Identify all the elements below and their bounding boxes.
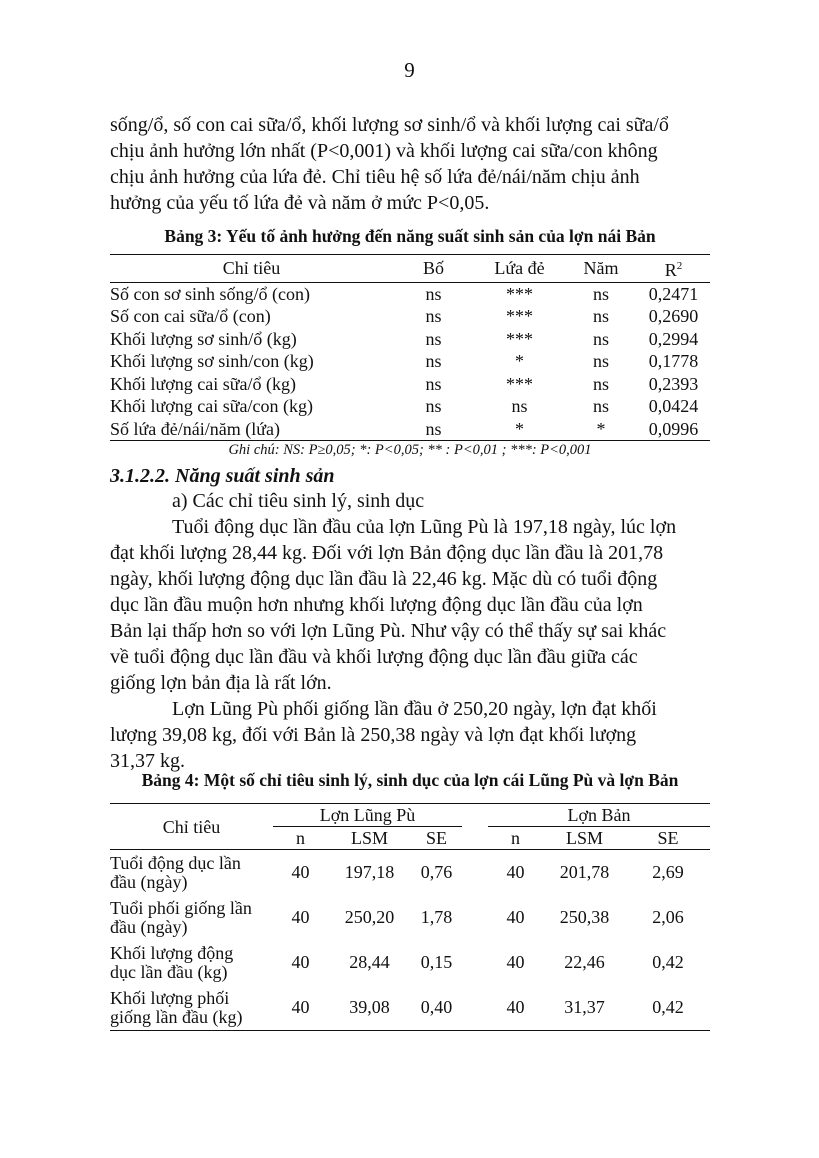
table4-se2: 0,42 bbox=[626, 985, 710, 1031]
table3-header-r2 bbox=[637, 255, 710, 283]
paragraph-2-line: về tuổi động dục lần đầu và khối lượng động dục lần đầu giữa các bbox=[110, 646, 638, 668]
table3-r2: 0,2393 bbox=[648, 373, 699, 394]
table4-se1: 0,76 bbox=[420, 862, 453, 882]
intro-line bbox=[110, 112, 710, 138]
table3-year: ns bbox=[592, 373, 609, 394]
table4-indicator bbox=[110, 985, 273, 1031]
indicator-line-1: Khối lượng động bbox=[110, 942, 234, 963]
table3-parity: *** bbox=[506, 373, 533, 394]
paragraph-2-line: Tuổi động dục lần đầu của lợn Lũng Pù là 197,18 ngày, lúc lợn bbox=[172, 516, 677, 538]
indicator-line-2: đầu (ngày) bbox=[110, 916, 188, 937]
table4-se1: 0,15 bbox=[420, 952, 453, 972]
table3-header-parity: Lứa đẻ bbox=[474, 255, 565, 283]
table4-n2: 40 bbox=[506, 907, 525, 927]
table4-lsm1: 28,44 bbox=[349, 952, 390, 972]
table3-caption: Bảng 3: Yếu tố ảnh hưởng đến năng suất sinh sản của lợn nái Bản bbox=[164, 226, 656, 246]
table3-year: ns bbox=[592, 283, 609, 304]
table3-sire: ns bbox=[425, 283, 442, 304]
table3-indicator: Khối lượng cai sữa/ổ (kg) bbox=[110, 373, 296, 394]
table4-n1: 40 bbox=[273, 985, 328, 1031]
indicator-line-2: dục lần đầu (kg) bbox=[110, 961, 228, 982]
table4-lsm1: 250,20 bbox=[344, 907, 395, 927]
paragraph-2 bbox=[110, 514, 710, 696]
r2-base: R bbox=[664, 260, 677, 280]
table4-indicator bbox=[110, 895, 273, 940]
table4-n1: 40 bbox=[291, 952, 310, 972]
table4-se2: 2,69 bbox=[652, 862, 684, 882]
table4-lsm1: 39,08 bbox=[328, 985, 411, 1031]
table4-gap bbox=[462, 940, 488, 985]
table4-se1: 0,40 bbox=[411, 985, 462, 1031]
table4-subheader-gap bbox=[462, 827, 488, 850]
table3-parity: * bbox=[474, 418, 565, 441]
table4-header-indicator: Chỉ tiêu bbox=[110, 804, 273, 850]
table3-header-row bbox=[110, 255, 710, 283]
paragraph-2-line: dục lần đầu muộn hơn nhưng khối lượng động dục lần đầu của lợn bbox=[110, 594, 643, 616]
paragraph-3-line: lượng 39,08 kg, đối với Bản là 250,38 ngày và lợn đạt khối lượng bbox=[110, 724, 637, 746]
table4-indicator bbox=[110, 940, 273, 985]
section-block bbox=[110, 465, 710, 774]
table3-sire: ns bbox=[393, 418, 474, 441]
indicator-line-2: giống lần đầu (kg) bbox=[110, 1006, 243, 1027]
table-row bbox=[110, 328, 710, 351]
r2-superscript: 2 bbox=[676, 260, 683, 272]
table-row bbox=[110, 985, 710, 1031]
table3-parity: *** bbox=[506, 306, 533, 326]
table4-header-group2: Lợn Bản bbox=[488, 804, 710, 827]
table4-gap bbox=[462, 895, 488, 940]
table3-note: Ghi chú: NS: P≥0,05; *: P<0,05; ** : P<0,01 ; ***: P<0,001 bbox=[228, 442, 592, 458]
table3-indicator: Khối lượng sơ sinh/con (kg) bbox=[110, 351, 314, 371]
indicator-line-1: Tuổi phối giống lần bbox=[110, 897, 252, 918]
table3-parity: ns bbox=[511, 396, 528, 416]
table3-sire: ns bbox=[425, 328, 442, 349]
paragraph-3-line: Lợn Lũng Pù phối giống lần đầu ở 250,20 ngày, lợn đạt khối bbox=[172, 698, 657, 720]
table3-indicator: Khối lượng cai sữa/con (kg) bbox=[110, 396, 313, 416]
intro-line bbox=[110, 164, 710, 190]
paragraph-2-line: Bản lại thấp hơn so với lợn Lũng Pù. Như vậy có thể thấy sự sai khác bbox=[110, 620, 667, 642]
paragraph-3-line: 31,37 kg. bbox=[110, 750, 185, 772]
table4-n1: 40 bbox=[291, 862, 310, 882]
table4-indicator bbox=[110, 850, 273, 896]
table-row bbox=[110, 350, 710, 373]
table-row bbox=[110, 395, 710, 418]
table3-year: ns bbox=[592, 306, 609, 326]
table4-header-row bbox=[110, 804, 710, 827]
table4-header-n1: n bbox=[273, 827, 328, 850]
table3-r2: 0,0996 bbox=[637, 418, 710, 441]
intro-paragraph bbox=[110, 112, 710, 216]
table-row bbox=[110, 305, 710, 328]
table4-header-se1: SE bbox=[411, 827, 462, 850]
table3-r2: 0,2690 bbox=[648, 306, 699, 326]
table3-header-year: Năm bbox=[565, 255, 637, 283]
table-row bbox=[110, 895, 710, 940]
table3-header-indicator: Chỉ tiêu bbox=[110, 255, 393, 283]
table4-header-group1: Lợn Lũng Pù bbox=[273, 804, 462, 827]
subheading: a) Các chỉ tiêu sinh lý, sinh dục bbox=[172, 490, 425, 512]
intro-line-4: hưởng của yếu tố lứa đẻ và năm ở mức P<0,05. bbox=[110, 192, 490, 214]
table4-se1: 1,78 bbox=[420, 907, 453, 927]
table4-lsm2: 250,38 bbox=[559, 907, 610, 927]
table4-lsm1: 197,18 bbox=[344, 862, 395, 882]
paragraph-2-line: đạt khối lượng 28,44 kg. Đối với lợn Bản động dục lần đầu là 201,78 bbox=[110, 542, 664, 564]
table3-r2: 0,1778 bbox=[648, 351, 699, 371]
table4-gap bbox=[462, 850, 488, 896]
table3-year: ns bbox=[592, 396, 609, 416]
table3-sire: ns bbox=[425, 373, 442, 394]
table-row bbox=[110, 850, 710, 896]
table-row bbox=[110, 940, 710, 985]
table4-header-lsm2: LSM bbox=[543, 827, 626, 850]
table3-year: * bbox=[565, 418, 637, 441]
table4-gap bbox=[462, 985, 488, 1031]
table-row bbox=[110, 282, 710, 305]
table4-block bbox=[110, 770, 710, 1031]
table3-sire: ns bbox=[425, 396, 442, 416]
table4-header-gap bbox=[462, 804, 488, 827]
table4-n2: 40 bbox=[506, 862, 525, 882]
table4-header-n2: n bbox=[488, 827, 543, 850]
indicator-line-2: đầu (ngày) bbox=[110, 871, 188, 892]
table4-caption: Bảng 4: Một số chỉ tiêu sinh lý, sinh dục của lợn cái Lũng Pù và lợn Bản bbox=[141, 770, 679, 790]
table4-se2: 2,06 bbox=[652, 907, 684, 927]
table4-n1: 40 bbox=[291, 907, 310, 927]
table3-parity: *** bbox=[506, 328, 533, 349]
paragraph-2-line: ngày, khối lượng động dục lần đầu là 22,46 kg. Mặc dù có tuổi động bbox=[110, 568, 658, 590]
table4-lsm2: 22,46 bbox=[564, 952, 605, 972]
table4-n2: 40 bbox=[488, 985, 543, 1031]
indicator-line-1: Khối lượng phối bbox=[110, 987, 230, 1008]
table3-header-sire: Bố bbox=[393, 255, 474, 283]
intro-line-2: chịu ảnh hưởng lớn nhất (P<0,001) và khối lượng cai sữa/con không bbox=[110, 140, 658, 162]
table3-indicator: Số con sơ sinh sống/ổ (con) bbox=[110, 283, 311, 304]
table3-indicator: Số lứa đẻ/nái/năm (lứa) bbox=[110, 418, 393, 441]
table-row bbox=[110, 373, 710, 396]
table4 bbox=[110, 803, 710, 1031]
intro-line-3: chịu ảnh hưởng của lứa đẻ. Chỉ tiêu hệ số lứa đẻ/nái/năm chịu ảnh bbox=[110, 166, 640, 188]
table3-parity: *** bbox=[506, 283, 533, 304]
table3 bbox=[110, 254, 710, 441]
table3-year: ns bbox=[592, 328, 609, 349]
table4-se2: 0,42 bbox=[652, 952, 684, 972]
table3-r2: 0,2471 bbox=[648, 283, 699, 304]
intro-line bbox=[110, 138, 710, 164]
table3-year: ns bbox=[592, 351, 609, 371]
indicator-line-1: Tuổi động dục lần bbox=[110, 852, 241, 873]
paragraph-3 bbox=[110, 696, 710, 774]
table3-indicator: Số con cai sữa/ổ (con) bbox=[110, 306, 271, 326]
table4-header-lsm1: LSM bbox=[328, 827, 411, 850]
table3-r2: 0,0424 bbox=[648, 396, 699, 416]
table3-r2: 0,2994 bbox=[648, 328, 699, 349]
page-number: 9 bbox=[404, 58, 415, 82]
table3-block bbox=[110, 226, 710, 459]
intro-line-1: sống/ổ, số con cai sữa/ổ, khối lượng sơ sinh/ổ và khối lượng cai sữa/ổ bbox=[110, 114, 669, 136]
table-row bbox=[110, 418, 710, 441]
table4-lsm2: 201,78 bbox=[559, 862, 610, 882]
intro-line bbox=[110, 190, 710, 216]
table3-sire: ns bbox=[425, 351, 442, 371]
table3-parity: * bbox=[515, 351, 524, 371]
table4-lsm2: 31,37 bbox=[543, 985, 626, 1031]
table3-sire: ns bbox=[425, 306, 442, 326]
section-heading: 3.1.2.2. Năng suất sinh sản bbox=[110, 465, 335, 487]
table4-header-se2: SE bbox=[626, 827, 710, 850]
table4-n2: 40 bbox=[506, 952, 525, 972]
table3-indicator: Khối lượng sơ sinh/ổ (kg) bbox=[110, 328, 297, 349]
paragraph-2-line: giống lợn bản địa là rất lớn. bbox=[110, 672, 332, 694]
